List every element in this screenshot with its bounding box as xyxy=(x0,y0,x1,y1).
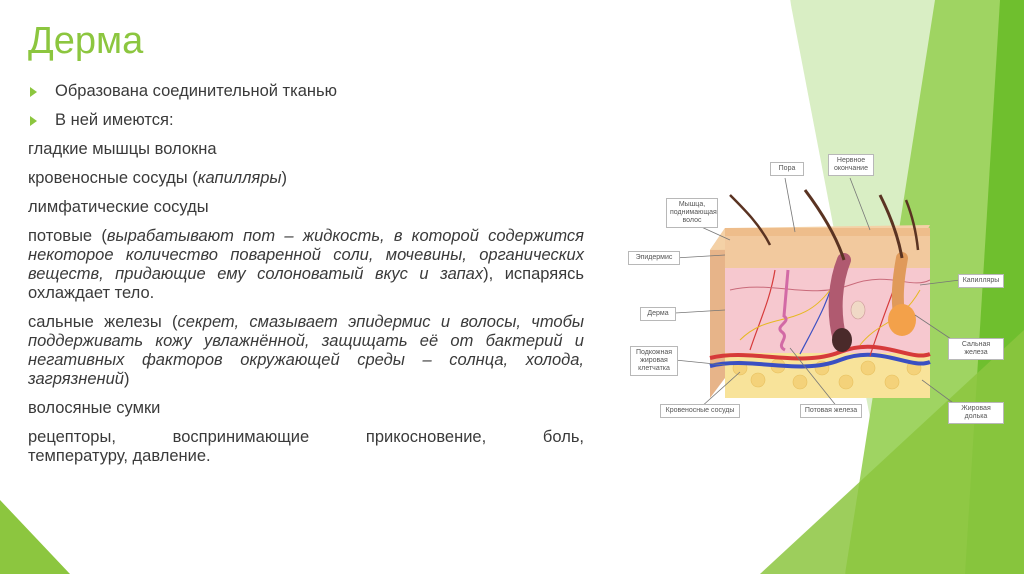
deco-corner-triangle xyxy=(0,500,70,574)
item-hair-sacs: волосяные сумки xyxy=(28,399,161,417)
item-blood-vessels: кровеносные сосуды (капилляры) xyxy=(28,169,288,187)
item-sebaceous-glands: сальные железы (секрет, смазывает эпидермис и волосы, чтобы поддерживать кожу увлажнённой, защищать её от бактерий и негативных факторов окружающей среды – солнца, холода, загрязнений) xyxy=(28,313,584,388)
bullet-item xyxy=(28,82,584,101)
slide-title: Дерма xyxy=(28,20,144,62)
bullet-text: В ней имеются: xyxy=(55,111,174,129)
slide-body xyxy=(28,82,584,476)
skin-diagram xyxy=(600,140,1000,440)
label-nerve-ending: Нервное окончание xyxy=(828,154,874,176)
label-sebaceous-gland: Сальная железа xyxy=(948,338,1004,360)
label-fat-lobule: Жировая долька xyxy=(948,402,1004,424)
item-receptors: рецепторы, воспринимающие прикосновение, боль, температуру, давление. xyxy=(28,428,584,465)
bullet-arrow-icon xyxy=(30,116,37,126)
item-sweat-glands: потовые (вырабатывают пот – жидкость, в которой содержится некоторое количество поваренной соли, мочевины, органических веществ, придающие ему солоноватый вкус и запах), испаряясь охлаждает тело. xyxy=(28,227,584,302)
skin-illustration xyxy=(600,140,990,440)
bullet-item xyxy=(28,111,584,130)
item-smooth-muscle: гладкие мышцы волокна xyxy=(28,140,217,158)
bullet-text: Образована соединительной тканью xyxy=(55,82,337,100)
item-lymph-vessels: лимфатические сосуды xyxy=(28,198,209,216)
label-epidermis: Эпидермис xyxy=(628,251,680,265)
label-sweat-gland: Потовая железа xyxy=(800,404,862,418)
label-subcutaneous: Подкожная жировая клетчатка xyxy=(630,346,678,376)
label-dermis: Дерма xyxy=(640,307,676,321)
label-hair-muscle: Мышца, поднимающая волос xyxy=(666,198,718,228)
label-capillaries: Капилляры xyxy=(958,274,1004,288)
label-pore: Пора xyxy=(770,162,804,176)
bullet-arrow-icon xyxy=(30,87,37,97)
label-blood-vessels: Кровеносные сосуды xyxy=(660,404,740,418)
